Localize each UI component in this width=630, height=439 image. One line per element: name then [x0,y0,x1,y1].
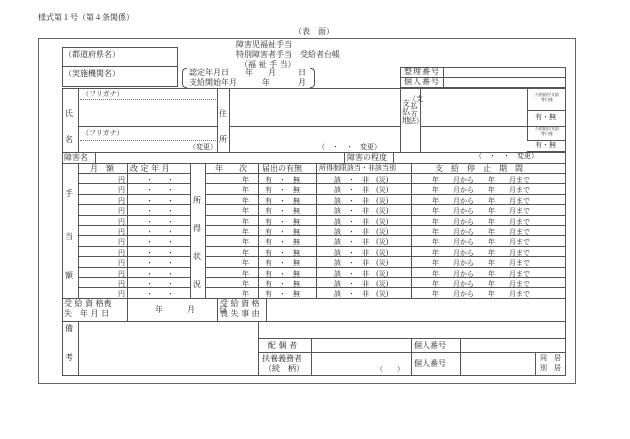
revision-date[interactable]: ・ ・ [146,196,174,205]
revision-date[interactable]: ・ ・ [146,269,174,278]
supporter-personal-number-label: 個人番号 [414,359,446,368]
disability-name-field[interactable] [96,153,344,163]
revision-date[interactable]: ・ ・ [146,186,174,195]
amount-yen[interactable]: 円 [118,228,125,236]
year[interactable]: 年 [242,290,249,299]
divider [535,352,536,376]
public-account-yes-no-2[interactable]: 有・無 [535,141,556,149]
disability-degree-label: 障害の程度 [347,153,387,162]
suspension-period[interactable]: 年 月から 年 月まで [432,186,530,195]
header-income-limit: 所得制限該当・非該当別 [319,164,396,172]
revision-date[interactable]: ・ ・ [146,217,174,226]
year[interactable]: 年 [242,186,249,195]
suspension-period[interactable]: 年 月から 年 月まで [432,207,530,216]
year[interactable]: 年 [242,259,249,268]
supporter-label-1: 扶養義務者 [262,354,302,363]
revision-date[interactable]: ・ ・ [146,176,174,184]
amount-yen[interactable]: 円 [118,290,125,299]
divider [344,152,345,163]
filing-yes-no[interactable]: 有 ・ 無 [265,217,300,226]
disability-degree-field[interactable] [394,153,565,163]
revision-date[interactable]: ・ ・ [146,259,174,268]
suspension-period[interactable]: 年 月から 年 月まで [432,217,530,226]
header-filing: 届出の有無 [262,164,302,173]
furigana-label-2: （フリガナ） [82,129,124,137]
amount-yen[interactable]: 円 [118,259,125,268]
revision-date[interactable]: ・ ・ [146,228,174,236]
reference-number-label: 整理番号 [404,67,440,76]
suspension-period[interactable]: 年 月から 年 月まで [432,238,530,247]
remarks-field[interactable] [79,322,257,375]
loss-reason-label-1: 受 給 資 格 [220,299,260,308]
disability-name-label: 障害名 [64,153,88,162]
furigana-label-1: （フリガナ） [82,90,124,98]
name-label-1: 氏 [65,109,73,118]
loss-date-units: 年 月 日 [155,305,227,314]
address-field[interactable] [230,89,399,125]
filing-yes-no[interactable]: 有 ・ 無 [265,259,300,268]
income-limit[interactable]: 該 ・ 非 (災) [334,290,389,299]
filing-yes-no[interactable]: 有 ・ 無 [265,186,300,195]
divider [78,88,79,152]
income-label-3: 状 [193,252,201,261]
changed-name-field[interactable] [80,141,186,151]
changed-payment-place-field[interactable] [421,127,526,140]
year[interactable]: 年 [242,176,249,184]
filing-yes-no[interactable]: 有 ・ 無 [265,238,300,247]
name-field[interactable] [80,100,216,125]
name-label-2: 名 [65,135,73,144]
suspension-period[interactable]: 年 月から 年 月まで [432,280,530,288]
supporter-relation-paren: （ ） [376,365,404,373]
personal-number-label: 個人番号 [404,77,440,86]
address-label-2: 所 [219,135,227,144]
year[interactable]: 年 [242,248,249,257]
agency-label: （実施機関名） [64,69,120,78]
income-label-1: 所 [193,196,201,205]
amount-yen[interactable]: 円 [118,280,125,288]
suspension-period[interactable]: 年 月から 年 月まで [432,228,530,236]
name-change-label: （変更） [189,143,217,151]
loss-date-label-2: 失 年 月 日 [64,309,110,318]
spouse-personal-number-label: 個人番号 [414,341,446,350]
suspension-period[interactable]: 年 月から 年 月まで [432,269,530,278]
suspension-period[interactable]: 年 月から 年 月まで [432,290,530,299]
income-limit[interactable]: 該 ・ 非 (災) [334,238,389,247]
income-limit[interactable]: 該 ・ 非 (災) [334,176,389,184]
payment-start-month: 月 [298,78,306,87]
payment-place-label: 支払地 [402,99,410,125]
income-limit[interactable]: 該 ・ 非 (災) [334,248,389,257]
filing-yes-no[interactable]: 有 ・ 無 [265,269,300,278]
divider [411,338,412,376]
address-label-1: 住 [219,109,227,118]
title-line-1: 障害児福祉手当 [236,40,292,49]
public-account-label-2 [528,127,566,136]
year[interactable]: 年 [242,238,249,247]
remarks-label-2: 考 [65,353,73,362]
spouse-label: 配 偶 者 [268,341,298,350]
title-line-3: （福 祉 手 当） [240,60,296,69]
title-line-2: 特別障害者手当 受給者台帳 [236,50,340,59]
side-label-te: 手 [65,189,73,198]
changed-address-field[interactable] [230,127,399,143]
header-revision-date: 改 定 年 月 [130,164,170,173]
personal-number-field[interactable] [444,78,565,87]
year[interactable]: 年 [242,196,249,205]
amount-yen[interactable]: 円 [118,207,125,216]
cert-date-month: 月 [268,68,276,77]
reference-number-field[interactable] [444,68,565,77]
income-limit[interactable]: 該 ・ 非 (災) [334,186,389,195]
public-account-text-2: 等口座 [541,96,553,102]
suspension-period[interactable]: 年 月から 年 月まで [432,176,530,184]
payment-start-year: 年 [262,78,270,87]
side-label-to: 当 [65,232,73,241]
cert-date-year: 年 [245,68,253,77]
filing-yes-no[interactable]: 有 ・ 無 [265,176,300,184]
amount-yen[interactable]: 円 [118,248,125,257]
agency-field[interactable] [120,67,176,85]
public-account-yes-no-1[interactable]: 有・無 [535,113,556,121]
public-account-text-2b: 等口座 [541,130,553,136]
filing-yes-no[interactable]: 有 ・ 無 [265,207,300,216]
spouse-field[interactable] [312,339,410,351]
header-monthly-amount: 月 額 [90,164,114,173]
side-label-gaku: 額 [65,271,73,280]
amount-yen[interactable]: 円 [118,269,125,278]
cert-date-label: 認定年月日 [189,68,229,77]
year[interactable]: 年 [242,269,249,278]
spouse-personal-number-field[interactable] [461,339,565,351]
cohabit-label[interactable]: 同 居 [540,354,561,362]
income-label-4: 況 [193,280,201,289]
divider [527,110,566,111]
amount-yen[interactable]: 円 [118,217,125,226]
revision-date[interactable]: ・ ・ [146,290,174,299]
revision-date[interactable]: ・ ・ [146,248,174,257]
income-limit[interactable]: 該 ・ 非 (災) [334,228,389,236]
income-limit[interactable]: 該 ・ 非 (災) [334,280,389,288]
loss-reason-field[interactable] [267,299,565,320]
payment-place-field[interactable] [421,89,526,125]
income-limit[interactable]: 該 ・ 非 (災) [334,269,389,278]
public-account-label-1 [528,93,566,102]
side-label: （表 面） [294,27,334,36]
payment-start-label: 支給開始年月 [189,78,237,87]
public-account-text-1: 公的給付支給 [535,92,559,97]
suspension-period[interactable]: 年 月から 年 月まで [432,259,530,268]
loss-date-label-1: 受 給 資 格喪 [64,299,112,308]
bracket-right [310,68,315,88]
filing-yes-no[interactable]: 有 ・ 無 [265,290,300,299]
revision-date[interactable]: ・ ・ [146,207,174,216]
amount-yen[interactable]: 円 [118,196,125,205]
year[interactable]: 年 [242,217,249,226]
prefecture-label: （都道府県名） [64,50,120,59]
public-account-text-1b: 公的給付支給 [535,126,559,131]
divider [78,126,217,127]
bracket-left [182,68,187,88]
amount-yen[interactable]: 円 [118,176,125,184]
header-suspension: 支 給 停 止 期 間 [435,164,523,173]
header-year: 年 次 [215,164,247,173]
supporter-label-2: （続 柄） [264,364,304,373]
loss-reason-label-2: 喪 失 事 由 [220,309,260,318]
payment-change-label: （ ・ ・ 変更） [475,152,538,160]
prefecture-field[interactable] [120,48,176,65]
filing-yes-no[interactable]: 有 ・ 無 [265,196,300,205]
amount-yen[interactable]: 円 [118,186,125,195]
year[interactable]: 年 [242,280,249,288]
divider [258,321,259,376]
income-limit[interactable]: 該 ・ 非 (災) [334,196,389,205]
income-label-2: 得 [193,224,201,233]
filing-yes-no[interactable]: 有 ・ 無 [265,248,300,257]
loss-date-field[interactable] [128,299,216,320]
year[interactable]: 年 [242,207,249,216]
cert-date-day: 日 [298,68,306,77]
suspension-period[interactable]: 年 月から 年 月まで [432,248,530,257]
suspension-period[interactable]: 年 月から 年 月まで [432,196,530,205]
amount-yen[interactable]: 円 [118,238,125,247]
divider [217,88,218,152]
year[interactable]: 年 [242,228,249,236]
separate-label[interactable]: 別 居 [540,364,561,372]
filing-yes-no[interactable]: 有 ・ 無 [265,280,300,288]
address-change-label: （ ・ ・ 変更） [318,143,381,151]
revision-date[interactable]: ・ ・ [146,280,174,288]
income-limit[interactable]: 該 ・ 非 (災) [334,217,389,226]
payment-method-label: （支払方法） [409,95,423,126]
income-limit[interactable]: 該 ・ 非 (災) [334,259,389,268]
income-limit[interactable]: 該 ・ 非 (災) [334,207,389,216]
supporter-personal-number-field[interactable] [461,353,534,375]
filing-yes-no[interactable]: 有 ・ 無 [265,228,300,236]
revision-date[interactable]: ・ ・ [146,238,174,247]
remarks-label-1: 備 [65,324,73,333]
form-number: 様式第１号（第４条関係） [38,13,134,22]
